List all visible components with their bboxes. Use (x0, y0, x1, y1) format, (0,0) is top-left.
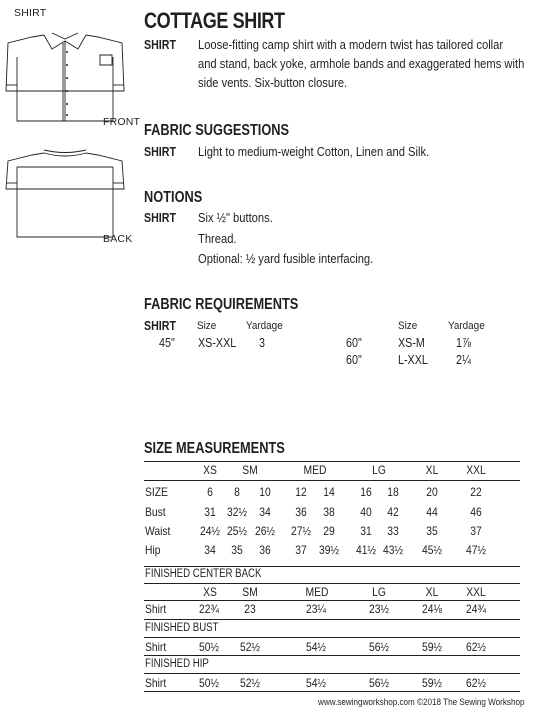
shirt-front-illustration (0, 25, 130, 130)
fcb-group-sm: SM (242, 585, 258, 599)
fabric-requirements-label: SHIRT (144, 318, 176, 333)
notions-label: SHIRT (144, 210, 176, 225)
size-measurements-heading: SIZE MEASUREMENTS (144, 440, 285, 457)
finished-bust-cell: 50½ (198, 640, 220, 654)
finished-hip-cell: 50½ (198, 676, 220, 690)
notions-line-1: Six ½" buttons. (198, 210, 273, 225)
finished-hip-cell: 52½ (239, 676, 261, 690)
description-line-2: and stand, back yoke, armhole bands and exaggerated hems with (198, 56, 525, 71)
fcb-group-xxl: XXL (466, 585, 486, 599)
measurement-cell: 37 (470, 524, 482, 538)
finished-bust-heading: FINISHED BUST (145, 622, 219, 634)
measurement-row-label: Bust (145, 505, 166, 519)
fcb-group-xl: XL (425, 585, 439, 599)
finished-bust-cell: 54½ (305, 640, 327, 654)
finished-bust-cell: 59½ (421, 640, 443, 654)
measurement-cell: 46 (470, 505, 482, 519)
finished-center-back-heading: FINISHED CENTER BACK (145, 568, 262, 580)
measurement-row-label: Hip (145, 543, 161, 557)
measurement-cell: 34 (259, 505, 271, 519)
measurement-cell: 22 (470, 485, 482, 499)
fabric-req-size-header: Size (197, 320, 217, 332)
measurement-cell: 6 (207, 485, 213, 499)
measurement-cell: 41½ (355, 543, 377, 557)
measurement-row-label: Waist (145, 524, 171, 538)
finished-bust-cell: 56½ (368, 640, 390, 654)
finished-center-back-cell: 24¾ (465, 602, 487, 616)
size-group-med: MED (303, 463, 327, 477)
measurement-cell: 10 (259, 485, 271, 499)
measurement-cell: 39½ (318, 543, 340, 557)
front-view-label: FRONT (103, 116, 141, 128)
fabric-req-size-header-right: Size (398, 320, 418, 332)
fabric-suggestions-heading: FABRIC SUGGESTIONS (144, 122, 290, 139)
fcb-group-med: MED (305, 585, 329, 599)
fbust-row-label: Shirt (145, 640, 167, 654)
description-label: SHIRT (144, 37, 176, 52)
finished-center-back-cell: 22¾ (198, 602, 220, 616)
finished-hip-heading: FINISHED HIP (145, 658, 209, 670)
measurement-cell: 16 (360, 485, 372, 499)
description-line-1: Loose-fitting camp shirt with a modern twist has tailored collar (198, 37, 504, 52)
fcb-group-xs: XS (203, 585, 217, 599)
measurement-cell: 36 (295, 505, 307, 519)
fcb-group-lg: LG (372, 585, 386, 599)
fabric-req-width-60b: 60" (346, 353, 362, 367)
measurement-cell: 35 (426, 524, 438, 538)
notions-line-3: Optional: ½ yard fusible interfacing. (198, 251, 374, 266)
fabric-req-size-60b: L-XXL (398, 353, 428, 367)
measurement-cell: 14 (323, 485, 335, 499)
fabric-req-yardage-60b: 2¼ (456, 353, 471, 367)
description-line-3: side vents. Six-button closure. (198, 75, 348, 90)
measurement-cell: 25½ (226, 524, 248, 538)
finished-bust-cell: 62½ (465, 640, 487, 654)
finished-center-back-cell: 23 (244, 602, 256, 616)
measurement-cell: 31 (204, 505, 216, 519)
shirt-illustration-label: SHIRT (14, 7, 47, 19)
measurement-cell: 47½ (465, 543, 487, 557)
measurement-cell: 8 (234, 485, 240, 499)
footer-copyright: www.sewingworkshop.com ©2018 The Sewing Workshop (318, 697, 525, 707)
measurement-cell: 36 (259, 543, 271, 557)
fabric-req-yardage-header: Yardage (246, 320, 283, 332)
measurement-cell: 42 (387, 505, 399, 519)
finished-center-back-cell: 24⅛ (421, 602, 443, 616)
finished-bust-cell: 52½ (239, 640, 261, 654)
measurement-cell: 18 (387, 485, 399, 499)
notions-line-2: Thread. (198, 231, 237, 246)
measurement-cell: 12 (295, 485, 307, 499)
back-view-label: BACK (103, 233, 133, 245)
finished-hip-cell: 54½ (305, 676, 327, 690)
shirt-back-illustration (0, 145, 133, 245)
size-group-sm: SM (242, 463, 258, 477)
fhip-row-label: Shirt (145, 676, 167, 690)
fabric-req-yardage-45: 3 (259, 336, 265, 350)
measurement-cell: 43½ (382, 543, 404, 557)
page-title: COTTAGE SHIRT (144, 8, 285, 33)
measurement-cell: 20 (426, 485, 438, 499)
measurement-cell: 34 (204, 543, 216, 557)
measurement-row-label: SIZE (145, 485, 168, 499)
fabric-requirements-heading: FABRIC REQUIREMENTS (144, 296, 299, 313)
size-group-xl: XL (425, 463, 439, 477)
measurement-cell: 44 (426, 505, 438, 519)
fabric-req-size-45: XS-XXL (198, 336, 237, 350)
measurement-cell: 26½ (254, 524, 276, 538)
fabric-req-yardage-60a: 1⅞ (456, 336, 471, 350)
measurement-cell: 33 (387, 524, 399, 538)
finished-hip-cell: 59½ (421, 676, 443, 690)
measurement-cell: 38 (323, 505, 335, 519)
measurement-cell: 37 (295, 543, 307, 557)
notions-heading: NOTIONS (144, 189, 203, 206)
fabric-req-yardage-header-right: Yardage (448, 320, 485, 332)
fabric-req-width-45: 45" (159, 336, 175, 350)
measurement-cell: 27½ (290, 524, 312, 538)
finished-hip-cell: 62½ (465, 676, 487, 690)
measurement-cell: 35 (231, 543, 243, 557)
measurement-cell: 31 (360, 524, 372, 538)
fabric-req-width-60a: 60" (346, 336, 362, 350)
measurement-cell: 40 (360, 505, 372, 519)
measurement-cell: 24½ (199, 524, 221, 538)
fabric-suggestions-label: SHIRT (144, 144, 176, 159)
measurement-cell: 45½ (421, 543, 443, 557)
measurement-cell: 32½ (226, 505, 248, 519)
size-group-xxl: XXL (466, 463, 486, 477)
finished-hip-cell: 56½ (368, 676, 390, 690)
finished-center-back-cell: 23½ (368, 602, 390, 616)
measurement-cell: 29 (323, 524, 335, 538)
fabric-req-size-60a: XS-M (398, 336, 425, 350)
fcb-row-label: Shirt (145, 602, 167, 616)
finished-center-back-cell: 23¼ (305, 602, 327, 616)
size-group-xs: XS (203, 463, 217, 477)
size-group-lg: LG (372, 463, 386, 477)
fabric-suggestions-text: Light to medium-weight Cotton, Linen and Silk. (198, 144, 430, 159)
